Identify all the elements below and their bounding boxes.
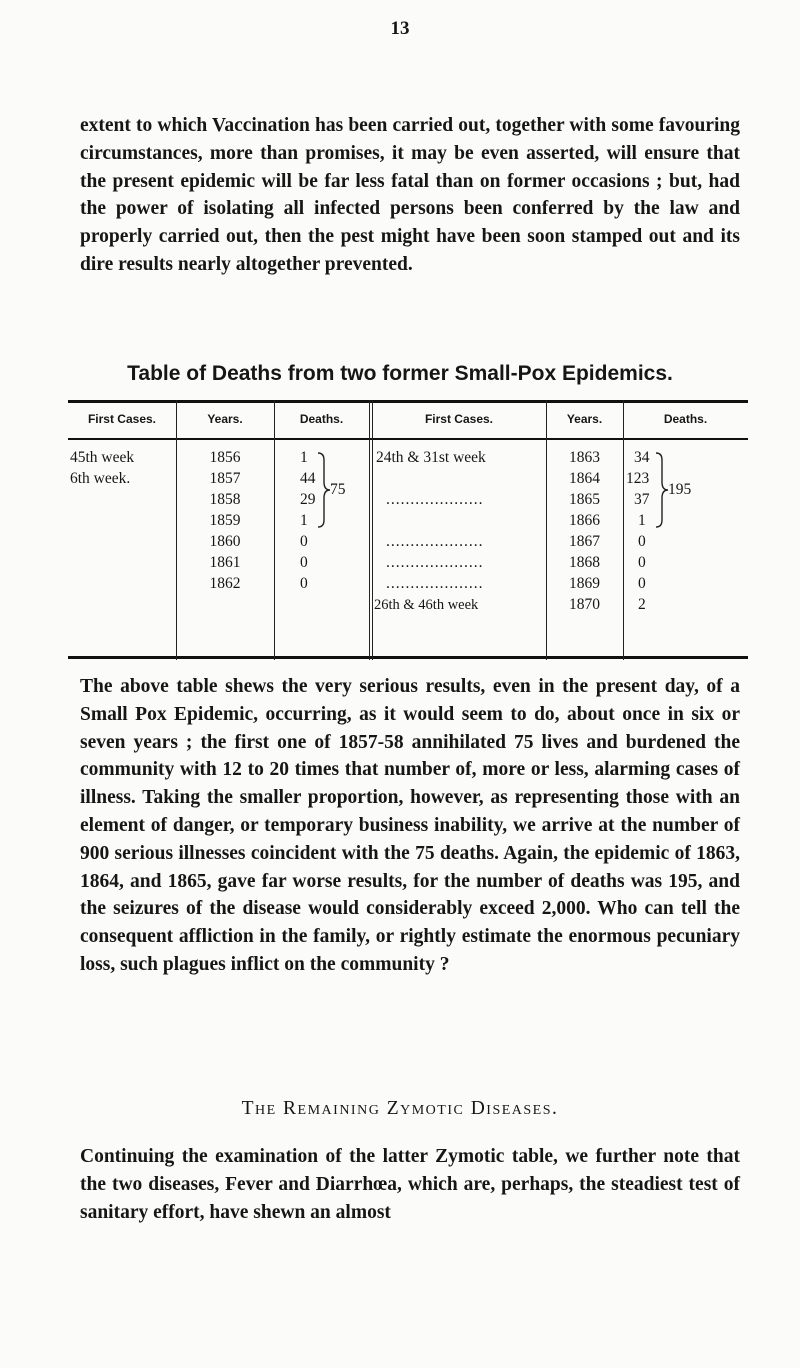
header-deaths: Deaths.: [299, 412, 344, 426]
year-cell: 1863: [569, 449, 600, 466]
deaths-cell: 0: [300, 533, 308, 550]
year-cell: 1856: [209, 449, 241, 466]
first-case-cell: 26th & 46th week: [374, 597, 479, 613]
year-cell: 1866: [569, 512, 600, 529]
year-cell: 1869: [569, 575, 600, 592]
paragraph-vaccination: extent to which Vaccination has been carried out, together with some favouring circumstances, more than promises, it may be even asserted, will ensure that the present epidemic will be far less fatal than on former occasions ; but, had the power of isolating all infected persons been conferred by the law and properly carried out, then the pest might have been soon stamped out and its dire results nearly altogether prevented.: [80, 115, 740, 275]
page-number: 13: [390, 18, 410, 39]
deaths-cell: 1: [300, 512, 308, 529]
deaths-cell: 123: [626, 470, 650, 487]
deaths-cell: 2: [638, 596, 646, 613]
deaths-cell: 29: [300, 491, 316, 508]
first-case-cell: ....................: [386, 533, 484, 550]
deaths-table: [68, 400, 748, 660]
deaths-cell: 0: [300, 575, 308, 592]
table-title: Table of Deaths from two former Small-Pox Epidemics.: [127, 362, 673, 385]
year-cell: 1862: [209, 575, 241, 592]
year-cell: 1867: [569, 533, 600, 550]
year-cell: 1865: [569, 491, 600, 508]
year-cell: 1864: [569, 470, 600, 487]
deaths-cell: 0: [638, 575, 646, 592]
section-heading: The Remaining Zymotic Diseases.: [241, 1098, 559, 1119]
table-bottom-rule: [68, 656, 748, 659]
paragraph-zymotic: Continuing the examination of the latter Zymotic table, we further note that the two diseases, Fever and Diarrhœa, which are, perhaps, the steadiest test of sanitary effort, have shewn an almost: [80, 1146, 740, 1223]
paragraph-table-commentary: The above table shews the very serious results, even in the present day, of a Small Pox Epidemic, occurring, as it would seem to do, about once in six or seven years ; the first one of 1857-58 annihilated 75 lives and burdened the community with 12 to 20 times that number of, more or less, alarming cases of illness. Taking the smaller proportion, however, as representing those with an element of danger, or temporary business inability, we arrive at the number of 900 serious illnesses coincident with the 75 deaths. Again, the epidemic of 1863, 1864, and 1865, gave far worse results, for the number of deaths was 195, and the seizures of the disease would considerably exceed 2,000. Who can tell the consequent affliction in the family, or rightly estimate the enormous pecuniary loss, such plagues inflict on the community ?: [80, 676, 740, 975]
first-case-cell: ....................: [386, 554, 484, 571]
column-divider: [372, 400, 373, 660]
table-header-rule: [68, 438, 748, 440]
year-cell: 1860: [209, 533, 241, 550]
brace-total: 75: [330, 481, 346, 498]
year-cell: 1859: [209, 512, 241, 529]
deaths-cell: 34: [634, 449, 650, 466]
first-case-cell: 24th & 31st week: [376, 449, 486, 466]
deaths-cell: 1: [638, 512, 646, 529]
year-cell: 1861: [209, 554, 241, 571]
deaths-cell: 1: [300, 449, 308, 466]
header-deaths: Deaths.: [663, 412, 708, 426]
column-divider: [369, 400, 370, 660]
first-case-cell: ....................: [386, 575, 484, 592]
year-cell: 1870: [569, 596, 600, 613]
header-years: Years.: [566, 412, 603, 426]
header-first-cases: First Cases.: [87, 412, 157, 426]
year-cell: 1868: [569, 554, 600, 571]
first-case-cell: 45th week: [70, 449, 135, 466]
header-years: Years.: [207, 412, 243, 426]
year-cell: 1858: [209, 491, 241, 508]
deaths-cell: 0: [638, 533, 646, 550]
deaths-cell: 37: [634, 491, 650, 508]
brace-total: 195: [668, 481, 692, 498]
deaths-cell: 0: [638, 554, 646, 571]
column-divider: [623, 400, 624, 660]
column-divider: [274, 400, 275, 660]
header-first-cases: First Cases.: [424, 412, 494, 426]
deaths-cell: 0: [300, 554, 308, 571]
first-case-cell: ....................: [386, 491, 484, 508]
deaths-cell: 44: [300, 470, 316, 487]
year-cell: 1857: [209, 470, 241, 487]
first-case-cell: 6th week.: [70, 470, 131, 487]
